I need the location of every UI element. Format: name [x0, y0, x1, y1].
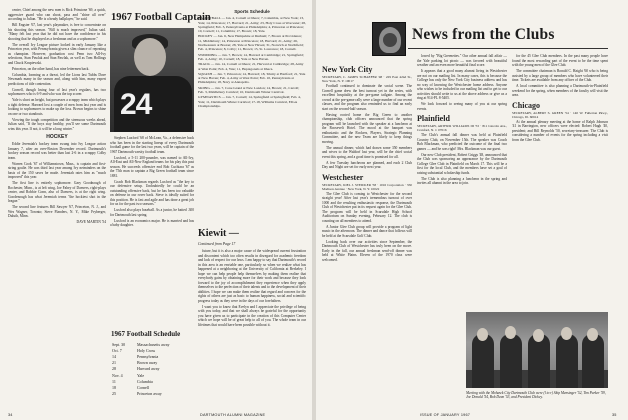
- club-column-c: [512, 54, 608, 144]
- jersey-number: 24: [120, 88, 152, 121]
- football-schedule-title: 1967 Football Schedule: [111, 330, 181, 338]
- club-paragraph: Our new Club president, Robert Griggs '48, announced that the Club was sponsoring an appearance by the Dartmouth College Glee Club in Plainfield on March 17. This will be a first for the local Club, and the members have set a goal of raising substantial scholarship funds.: [417, 152, 507, 175]
- club-secretary: SECRETARY, JOEL J. STEIDLER '58 · 1016 Corporation · 350 Madison Avenue · New York, N. Y. 10022: [322, 182, 412, 191]
- basketball-hockey-column: [8, 8, 106, 225]
- club-secretary: SECRETARY, C. JAMES SCHAEFER '48 · 229 East 42nd St., New York, N. Y. 10017: [322, 75, 412, 83]
- person-shape: [528, 334, 550, 388]
- kiewit-paragraph: future, but it is also a major cause of the widespread current frustration and discontent which too often results in disregard for academic freedom and lack of respect for our laws. I am happy to say that Dartmouth's record in this area is an enviable one, particularly so when we realize what has happened at a neighboring at the University of California at Berkeley. I hope we can help people help themselves by making them realize that everybody gains by obtaining more for their work and because they look forward to the joy of accomplishment they experience when they apply themselves to the perfection of their talents and to the development of their abilities. I hope we can make them realize that regard and concern for the rights of others are just as basic to human happiness, social and scientific progress today as they were in the days of our forefathers.: [198, 249, 306, 303]
- club-meeting-photo: [466, 312, 608, 388]
- schedule-opponent: Princeton away: [136, 391, 162, 397]
- hockey-paragraph: The first line is entirely sophomore. Gary Goodnough of Rochester, Minn., is at left wing, Joe Fahey of Danvers, right-plays center, and Robbie Conn, also of Danvers, is at the right wing. Goodenough has what Jeremiah terms "the hockiest shot in the league.": [8, 181, 106, 203]
- schedule-opponent: Pennsylvania: [136, 353, 159, 359]
- issue-date: ISSUE OF JANUARY 1967: [420, 413, 471, 417]
- club-paragraph: The Club is also planning a luncheon in the spring and invites all alumni in the area to join.: [417, 176, 507, 185]
- captain-paragraph: Coach Bob Blackman regards Luxford as "the key to our defensive setup. Undoubtedly he could be an outstanding offensive back, but he has been too valuable on defense in our rover back. Steve is ideally suited for this position. He is fast and agile and has done a great job for us for the past two seasons.": [110, 179, 194, 206]
- schedule-entry: SQUASH — Jan. 7, Princeton; 14, Harvard; 18, Trinity at Hartford; 21, Yale at New Haven; Feb. 4, Army at West Point; Feb. 10, Pennsylvania at Philadelphia; 18, Navy at Annapolis.: [198, 71, 306, 85]
- schedule-opponent: Columbia: [136, 378, 153, 384]
- left-page: [0, 0, 312, 420]
- club-secretary: SECRETARY, ALBERT S. GREEN '54 · 140 W. Fullerton Pkwy., Chicago, Ill. 60614: [512, 110, 608, 119]
- captain-paragraph: Luxford is an economics major. He is married and has a baby daughter.: [110, 218, 194, 227]
- club-paragraph: A Junior Glee Club group will provide a program of light music in the afternoon. The dinner and dance that follows will be held at the Scarsdale Golf Club.: [322, 224, 412, 238]
- club-heading-plainfield: Plainfield: [417, 114, 450, 123]
- captain-photo: [110, 28, 194, 132]
- club-heading-chicago: Chicago: [512, 100, 540, 110]
- logo-center-shape: [383, 33, 397, 47]
- col1-paragraph: Bill Engster '67, last year's playmaker, is free to concentrate on his shooting this season. "Bill is much improved," Julian said. "Many felt last year that he did not have the confidence in his shooting that he displayed as a freshman and as a sophomore.": [8, 23, 106, 41]
- club-column-b: [417, 54, 507, 187]
- schedule-entry: HOCKEY — Jan. 6, New Hampshire at Durham; 7, Brown at Providence; 11, Middlebury; 14, Princeton at Princeton; 18, Harvard; 21, Army; 26, Northeastern at Boston; 28, Yale at New Haven; 31, Norwich at Northfield; Feb. 4, Princeton; 8, Colby; 11, Brown; 15, St. Lawrence; 18, Cornell.: [198, 34, 304, 52]
- col1-paragraph: The overall Ivy League picture looked in early January like a Princeton year, with Pennsylvania given a slim chance of repeating as champion. However, graduation cost Penn two All-Ivy selections, Stan Pawlak and Stan Pawlak, as well as Tom Hollings and Chuck Krupiewski.: [8, 42, 106, 65]
- hockey-paragraph: The second line features Bill Sawyer '67, Princeton, N. J., and Wes Wagner, Toronto; Steve Flanders, N. Y., Mike Fryberger, Duluth, Minn.: [8, 205, 106, 218]
- sports-schedule: [198, 10, 306, 109]
- schedule-opponent: Yale: [136, 372, 145, 378]
- hockey-paragraph: Eddie Jeremiah's hockey team swung into Ivy League action January 7, after an over-Boston December record. Dartmouth's hockey season record was better than last 2-6 in a scrappy Colby team.: [8, 142, 106, 160]
- hockey-paragraph: Warren Cook '67 of Williamstown, Mass., is captain and first-string goalie. He was third last year among Ivy netminders on the basis of the 150 saves he made. Jeremiah rates him as "much improved" this year.: [8, 161, 106, 179]
- club-paragraph: We look forward to seeing many of you at our spring events.: [417, 102, 507, 111]
- club-heading-westchester: Westchester: [322, 172, 364, 182]
- club-secretary: SECRETARY, ARTHUR WILLIAMS III '53 · 811 Lincoln Ave., Cranford, N. J. 07016: [417, 124, 507, 132]
- club-heading-new-york: New York City: [322, 65, 373, 74]
- section-title: News from the Clubs: [412, 26, 555, 43]
- person-head-shape: [587, 328, 598, 341]
- schedule-date: 14: [112, 353, 116, 359]
- col1-paragraph: Columbia, looming as a threat, led the Lions last Tubbs Dave Newmark many in the season and, along with him, many expert predictions of title contention.: [8, 72, 106, 86]
- kiewit-paragraph: I want you to know that Evelyn and I appreciate the privilege of being with you today, and that we shall always be grateful for the opportunity you have given us to participate in the creation of this Computer Center which we hope will be of great help to all of you. The whole team in our lifetimes that would have been possible without it.: [198, 304, 306, 327]
- schedule-opponent: Cornell: [136, 384, 149, 390]
- author-signature: DAVE MARTIN '54: [76, 220, 106, 224]
- schedule-entry: GYMNASTICS — Jan. 7, Cornell; 14, Springfield at Springfield; Feb. 4, Yale; 11, Dartmouth Winter Carnival; 17-18, Williams Carnival, EIGA Championships.: [198, 95, 301, 108]
- schedule-date: Oct. 7: [112, 347, 122, 353]
- club-paragraph: The Glee Club is coming to Westchester for the second straight year! After last year's tremendous turnout of over 1000 and the resulting enthusiastic response, the Dartmouth Club of Westchester put in its request again for the Glee Club. The program will be held in Scarsdale High School Auditorium on Sunday evening, February 12. The club is counting on all members to attend.: [322, 191, 412, 223]
- captain-article: [110, 136, 194, 229]
- col1-paragraph: Princeton, on the other hand, has nine lettermen back.: [12, 66, 90, 71]
- captain-paragraph: Stephen Luxford '68 of McLean, Va., a defensive back who has been in the starting lineup of every Dartmouth football game for the last two years, will be captain of the 1967 Dartmouth varsity football team.: [110, 136, 194, 154]
- schedule-date: 25: [112, 391, 116, 397]
- schedule-opponent: Harvard away: [136, 366, 160, 372]
- person-shape: [500, 334, 522, 388]
- kiewit-subtitle: Continued from Page 17: [198, 242, 236, 246]
- captain-paragraph: Luxford also plays baseball. As a junior, he batted .300 for Dartmouth last spring.: [110, 208, 194, 217]
- left-page-number: 34: [8, 413, 13, 417]
- kiewit-article: [198, 249, 306, 329]
- col1-paragraph: center, Chief among the new men is Rick Prinstone '69, a quick, aggressive guard who can shoot, pass and "shine all over" according to Julian. "He is a heady ballplayer," he said.: [8, 8, 106, 21]
- club-paragraph: At the annual plenary meeting at the home of Ralph Johnson '41 in Barrington, new officers were elected: Robert Hugh '40, president; and Bill Reynolds '50, secretary-treasurer. The Club is considering a number of events for the spring including a visit from the Glee Club.: [512, 119, 608, 142]
- hockey-heading: HOCKEY: [46, 134, 68, 140]
- person-head-shape: [561, 327, 572, 340]
- col1-paragraph: Cornell, though losing four of last year's regulars, has two sophomores who is 6-9 and who was the top scorer.: [8, 87, 106, 96]
- schedule-row: [111, 391, 193, 397]
- kiewit-title: Kiewit —: [198, 228, 239, 239]
- club-paragraph: A few Tuesday luncheons are planned, and each 2 Club Day and Night are set for early next year.: [322, 160, 412, 169]
- schedule-entry: SKIING — Jan. 7, Cone Grand at New London; 14, Brown; 21, Carroll; Feb. 3, Middlebury Carnival; 10, Dartmouth Winter Carnival.: [198, 85, 300, 95]
- club-paragraph: The annual dinner, which had drawn some 350 members and wives to the Waldorf last year, will be the chief social event this spring, and a good time is promised for all.: [322, 145, 412, 159]
- schedule-date: 21: [112, 360, 116, 366]
- right-page-number: 35: [612, 413, 617, 417]
- col1-paragraph: Yale is short on height, but possesses a scrappy team which plays a tight defense. Harvard lost a couple of men from last year and is looking to sophomores to make up the loss. Brown begins to shine on one or two standouts.: [8, 98, 106, 116]
- schedule-date: 28: [112, 366, 116, 372]
- club-paragraph: Football continued to dominate the social scene. The Cornell game drew the best turnout yet in the series, with excellent hospitality at the pre-game tailgate. Among the crowd at the pre-game rally were a large number of our recent classes, and the program also reminded us to find an early start on the second-half season.: [322, 84, 412, 111]
- schedule-date: 18: [112, 384, 116, 390]
- person-head-shape: [477, 328, 488, 341]
- club-column-a: [322, 62, 412, 264]
- person-head-shape: [533, 329, 544, 342]
- club-logo: [372, 22, 406, 56]
- schedule-entry: SWIMMING — Jan. 7, Brown; 14, Harvard at Cambridge; 21, Springfield; Feb. 4, Army; 10, Cornell; 18, Yale at New Haven.: [198, 52, 304, 61]
- club-paragraph: A local committee is also planning a Dartmouth-in-Plainfield weekend for the spring, when members of the faculty will visit the area.: [512, 84, 608, 97]
- club-paragraph: The Club's annual fall dinner was held at Plainfield Country Club, on November 15th. The speaker was Coach Bob Blackman, who predicted the outcome of the final two games — and he was right! Mrs. Blackman was our guest.: [417, 133, 507, 151]
- captain-paragraph: Luxford, a 5-11 200-pounder, was named to All-Ivy, All-East and All-New England teams for his play this past season. He succeeds offensive end Bob Cuchiara '67 as the 75th man to captain a Big Green football team since 1881.: [110, 155, 194, 178]
- football-captain-title: 1967 Football Captain: [111, 12, 211, 23]
- photo-caption: Meeting with the Mohawk City Dartmouth Club were (l to r) Skip Mensinger '52, Tim Parker '59, Joe Donald '54, Bob Dean '53, and President Dickey.: [466, 391, 606, 400]
- magazine-name: DARTMOUTH ALUMNI MAGAZINE: [200, 413, 266, 417]
- head-shape: [134, 38, 166, 76]
- football-schedule-table: [111, 341, 193, 397]
- club-paragraph: for the 45 Glee Club members. In the past many people have found the most rewarding part of the event to be the time spent with the young men of the Glee Club.: [512, 54, 608, 67]
- col1-paragraph: Viewing the tough competition and the strenuous weeks ahead, Julian said, "If the boys stay healthy, you'll see some Dartmouth wins this year. If not, it will be a long winter.": [8, 117, 106, 131]
- schedule-date: 11: [112, 378, 116, 384]
- schedule-opponent: Holy Cross: [136, 347, 156, 353]
- club-paragraph: It appears that a good many alumni living in Westchester are not on our mailing list. In many cases, this is because the College has only the New York City business address and has no way of knowing the Westchester home address. Anyone who wishes to be included in our mailing list and to get to our activities should write to us at the above address or give us a ring at 914-PL 8-5405.: [417, 69, 507, 100]
- schedule-opponent: Brown away: [136, 360, 158, 366]
- club-paragraph: Having rooted home the Big Green to another championship, club officers announced that the spring program will be launched with the speaker at a luncheon at the Roosevelt Hotel. The mood at the banquet was enthusiastic and the Rockers, Players, Strategic Planning Committee, and the new Team are likely to keep things moving.: [322, 112, 412, 144]
- person-shape: [556, 334, 578, 388]
- title-rule: [408, 48, 608, 49]
- sports-schedule-title: Sports Schedule: [234, 9, 270, 14]
- person-head-shape: [505, 326, 516, 339]
- schedule-entry: BASKETBALL — Jan. 4, Cornell at Ithaca; 7, Columbia, at New York; 13, Yale; 14, Princeton; 17, Harvard; 21, Army; 23, Holy Cross at Worcester; 28, Springfield; Feb. 3, Pennsylvania at Philadelphia; 4, Princeton at Princeton; 10, Cornell; 11, Columbia; 17, Brown; 18, Yale.: [198, 16, 306, 34]
- club-paragraph: Looking back over our activities since September, the Dartmouth Club of Westchester has truly been on the move. Early in the fall, our annual freshman send-off dinner was held at White Plains. Eleven of the 1970 class were welcomed.: [322, 239, 412, 262]
- person-shape: [582, 334, 604, 388]
- schedule-opponent: Massachusetts away: [136, 341, 170, 347]
- person-shape: [472, 334, 494, 388]
- club-paragraph: The committee chairman is Ronald C. Haight '60 who is being assisted by a large group of members who have volunteered their time. Tickets are available from any officer of the Club.: [512, 69, 608, 82]
- schedule-date: Sept. 30: [112, 341, 126, 347]
- schedule-entry: TRACK — Jan. 14, Cornell at Ithaca; 21, Harvard at Cambridge; 28, Army at West Point; Feb. 4, Yale; 11, Heptagonals at Ithaca.: [198, 62, 304, 71]
- schedule-date: Nov. 4: [112, 372, 123, 378]
- club-paragraph: lowed by "Big Greenettes." Our other annual fall affair — the Yale parking lot picnic — was favored with beautiful weather and an even more beautiful final score.: [417, 54, 507, 67]
